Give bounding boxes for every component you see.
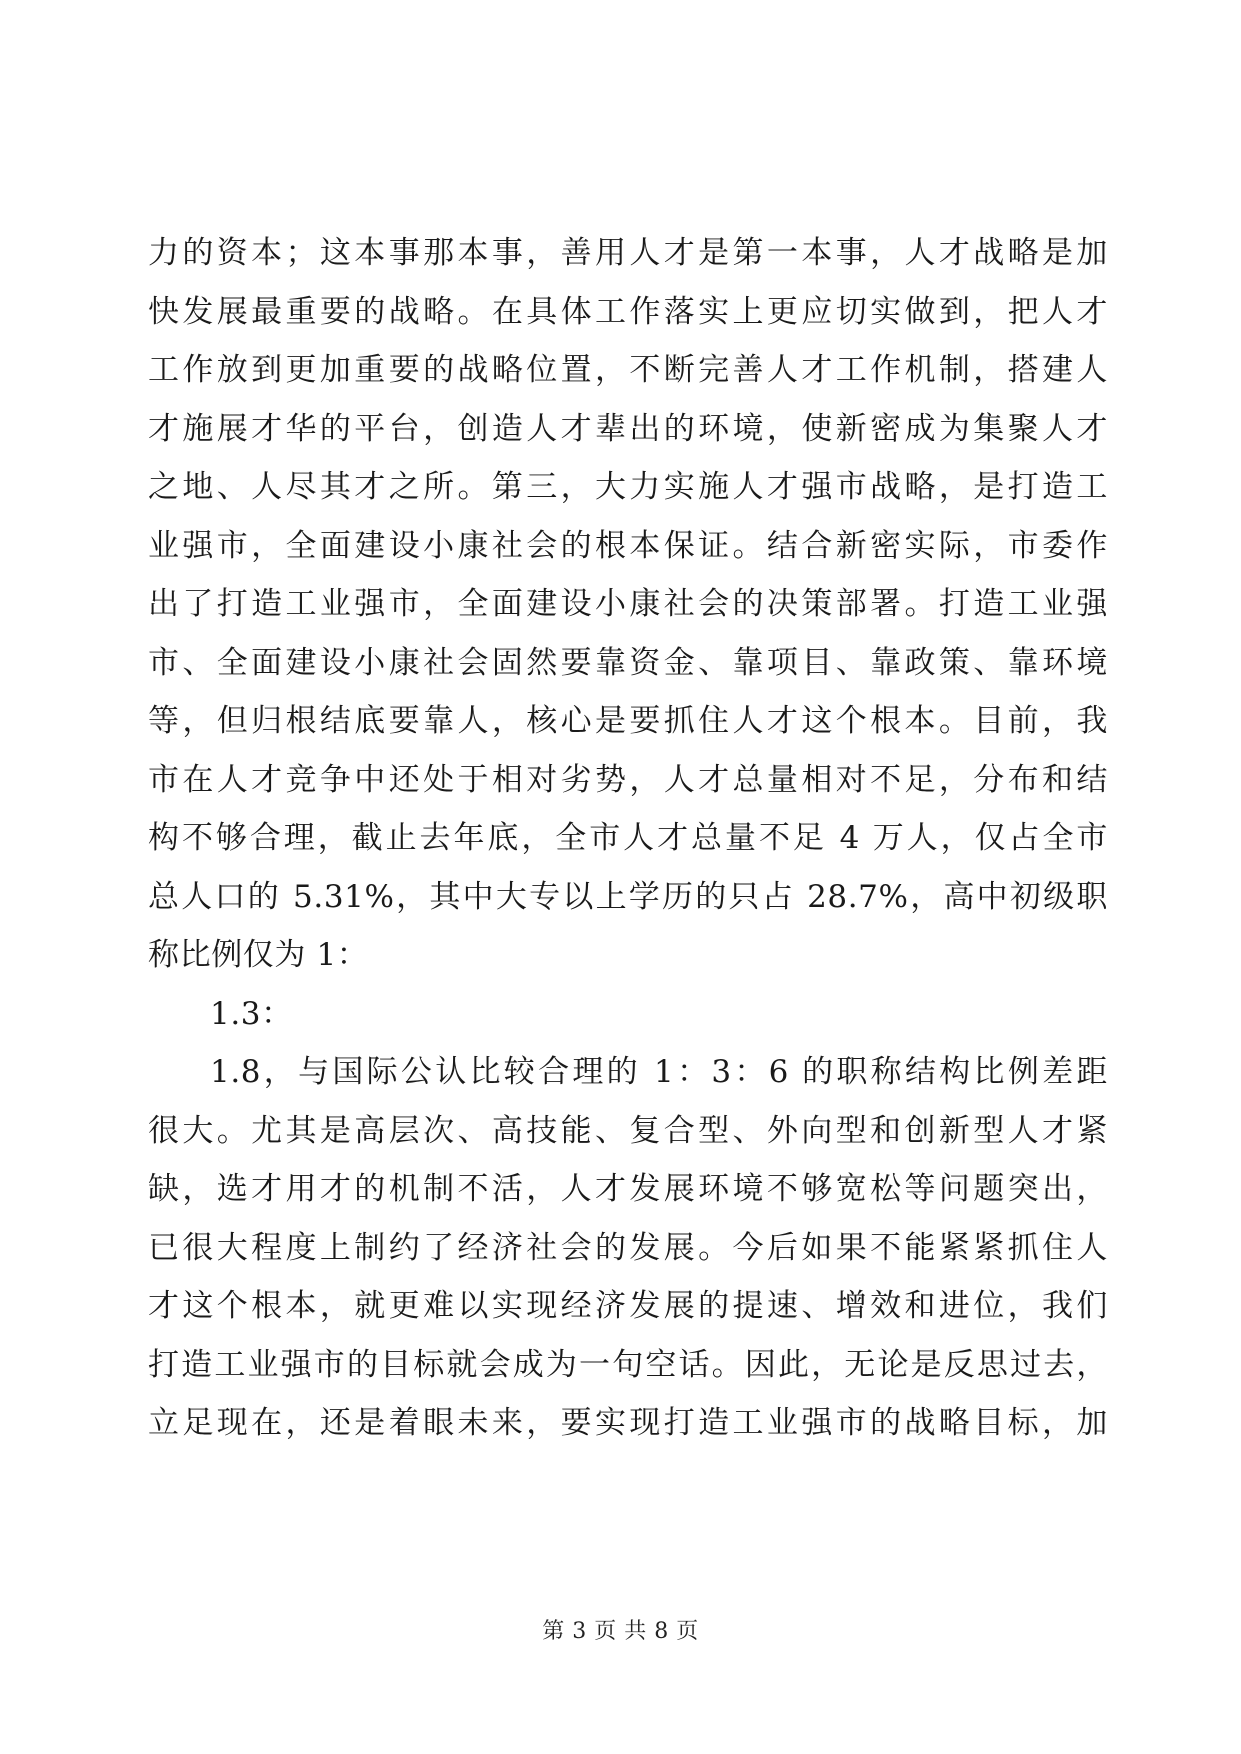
text-line: 1.8，与国际公认比较合理的 1：3：6 的职称结构比例差距 [210, 1054, 1108, 1090]
text-line: 出了打造工业强市，全面建设小康社会的决策部署。打造工业强 [148, 586, 1108, 622]
text-line: 1.3： [210, 995, 293, 1032]
text-line: 市、全面建设小康社会固然要靠资金、靠项目、靠政策、靠环境 [148, 644, 1108, 681]
body-text [148, 224, 1108, 1453]
text-line: 很大。尤其是高层次、高技能、复合型、外向型和创新型人才紧 [148, 1112, 1108, 1149]
page-number-footer: 第 3 页 共 8 页 [542, 1619, 699, 1644]
text-line: 快发展最重要的战略。在具体工作落实上更应切实做到，把人才 [148, 293, 1108, 330]
text-line: 总人口的 5.31%，其中大专以上学历的只占 28.7%，高中初级职 [148, 878, 1108, 915]
text-line: 称比例仅为 1： [148, 937, 369, 973]
text-line: 才这个根本，就更难以实现经济发展的提速、增效和进位，我们 [148, 1288, 1108, 1324]
text-line: 已很大程度上制约了经济社会的发展。今后如果不能紧紧抓住人 [148, 1229, 1108, 1266]
text-line: 打造工业强市的目标就会成为一句空话。因此，无论是反思过去， [148, 1346, 1108, 1383]
text-line: 等，但归根结底要靠人，核心是要抓住人才这个根本。目前，我 [148, 703, 1108, 739]
text-line: 工作放到更加重要的战略位置，不断完善人才工作机制，搭建人 [148, 352, 1108, 388]
text-line: 之地、人尽其才之所。第三，大力实施人才强市战略，是打造工 [148, 469, 1108, 505]
text-line: 业强市，全面建设小康社会的根本保证。结合新密实际，市委作 [148, 527, 1108, 564]
text-line: 构不够合理，截止去年底，全市人才总量不足 4 万人，仅占全市 [148, 820, 1108, 856]
text-line: 缺，选才用才的机制不活，人才发展环境不够宽松等问题突出， [148, 1171, 1108, 1207]
text-line: 才施展才华的平台，创造人才辈出的环境，使新密成为集聚人才 [148, 410, 1108, 447]
text-line: 市在人才竞争中还处于相对劣势，人才总量相对不足，分布和结 [148, 761, 1108, 798]
text-line: 立足现在，还是着眼未来，要实现打造工业强市的战略目标，加 [148, 1405, 1108, 1441]
text-line: 力的资本；这本事那本事，善用人才是第一本事，人才战略是加 [148, 235, 1108, 271]
